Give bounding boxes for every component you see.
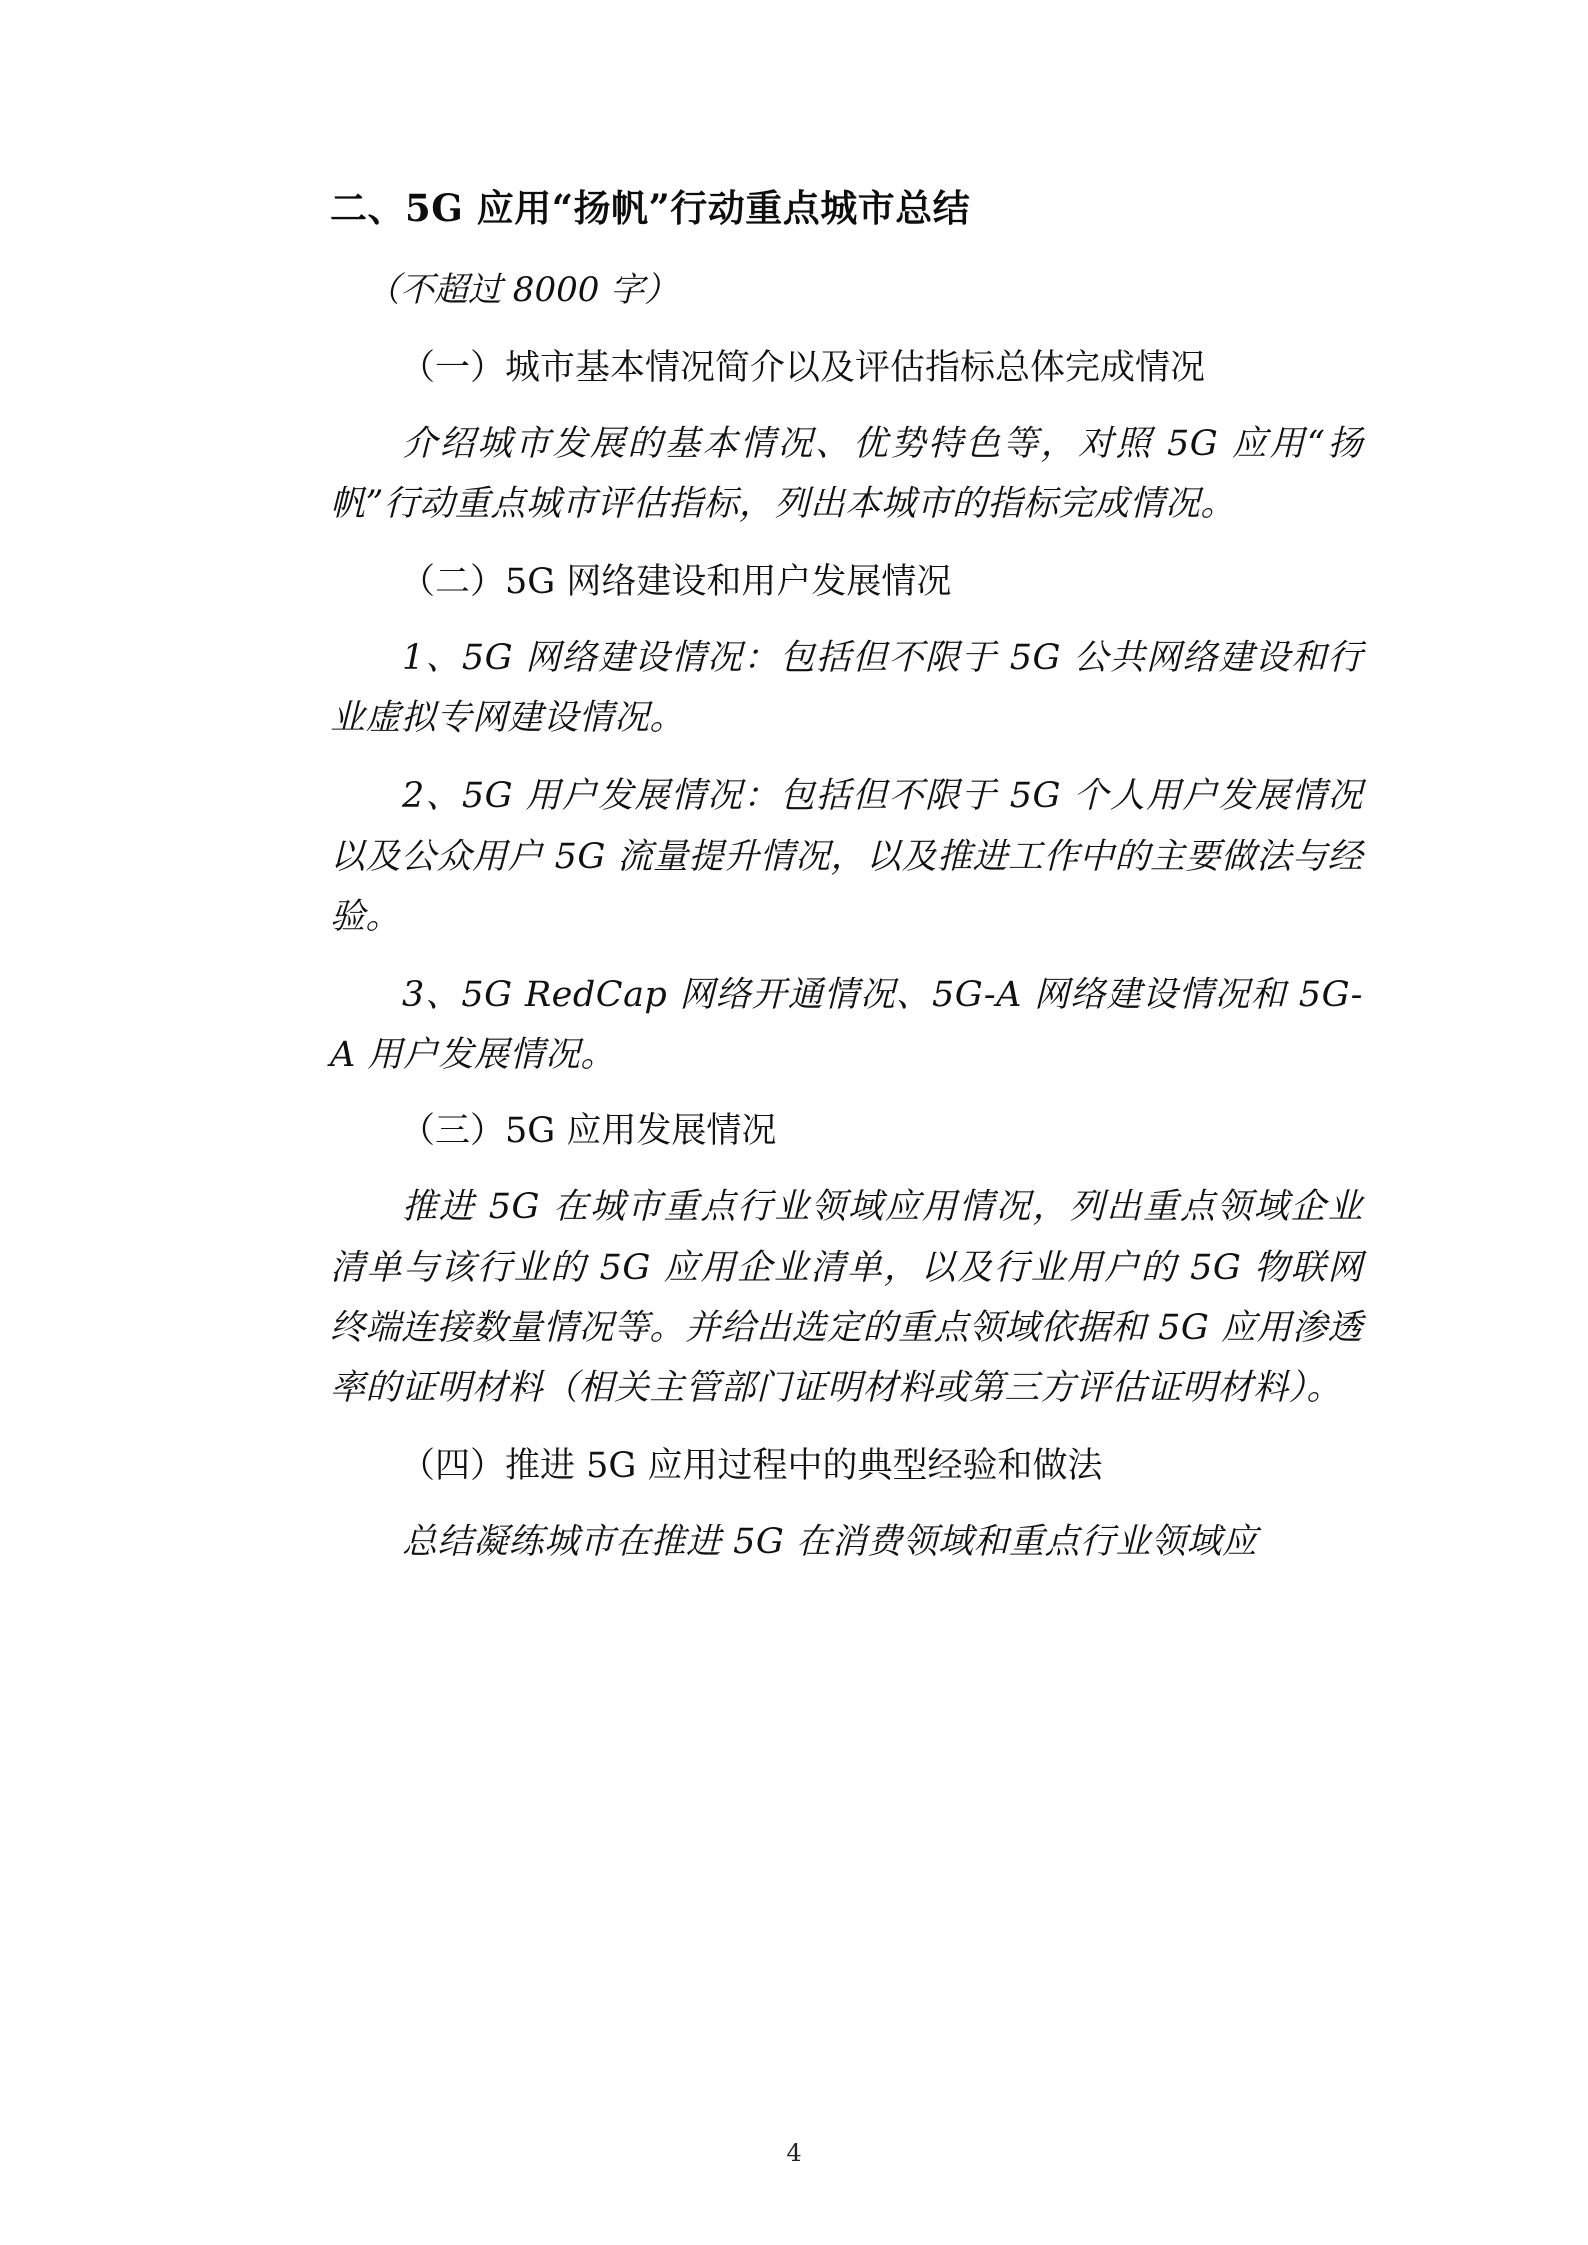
subsection-3-body: 推进 5G 在城市重点行业领域应用情况，列出重点领域企业清单与该行业的 5G 应用企业清单，以及行业用户的 5G 物联网终端连接数量情况等。并给出选定的重点领域依据和 5G 应用渗透率的证明材料（相关主管部门证明材料或第三方评估证明材料）。 (330, 1187, 1363, 1408)
subsection-4-body: 总结凝练城市在推进 5G 在消费领域和重点行业领域应 (402, 1522, 1258, 1563)
subsection-2-heading: （二）5G 网络建设和用户发展情况 (400, 562, 952, 603)
word-limit-note: （不超过 8000 字） (366, 270, 679, 311)
item-network-construction: 1、5G 网络建设情况：包括但不限于 5G 公共网络建设和行业虚拟专网建设情况。 (330, 638, 1363, 739)
subsection-1-body: 介绍城市发展的基本情况、优势特色等，对照 5G 应用“扬帆”行动重点城市评估指标，列出本城市的指标完成情况。 (330, 423, 1363, 524)
subsection-1-heading: （一）城市基本情况简介以及评估指标总体完成情况 (400, 347, 1206, 388)
item-user-development: 2、5G 用户发展情况：包括但不限于 5G 个人用户发展情况以及公众用户 5G 流量提升情况，以及推进工作中的主要做法与经验。 (330, 776, 1363, 937)
document-body (330, 180, 1363, 1572)
page-number: 4 (786, 2139, 802, 2167)
subsection-3-heading: （三）5G 应用发展情况 (400, 1111, 777, 1152)
subsection-4-heading: （四）推进 5G 应用过程中的典型经验和做法 (400, 1446, 1103, 1487)
item-redcap-5ga: 3、5G RedCap 网络开通情况、5G-A 网络建设情况和 5G-A 用户发展情况。 (330, 975, 1363, 1076)
section-heading: 二、5G 应用“扬帆”行动重点城市总结 (330, 186, 971, 230)
